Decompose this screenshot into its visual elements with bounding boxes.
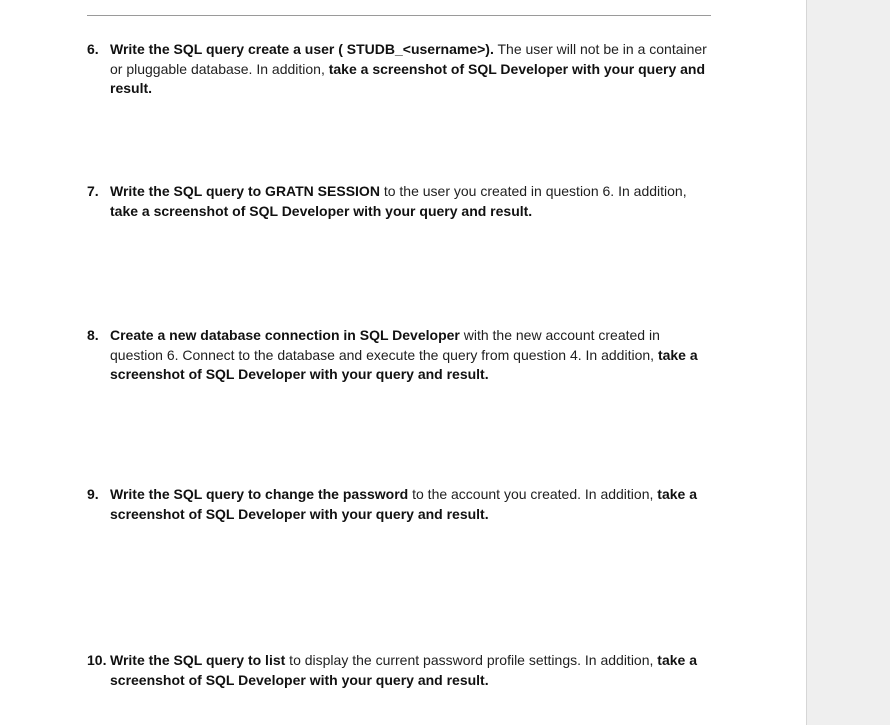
question-plain-text: The user will not be in a container or pluggable database. In addition, [110,41,707,77]
question-bold-text: Write the SQL query to change the password [110,486,409,502]
question-8 [87,326,727,385]
question-text [110,485,715,524]
question-bold-text: take a screenshot of SQL Developer with your query and result. [110,202,533,219]
question-plain-text: to display the current password profile settings. In addition, [285,652,658,668]
question-plain-text: to the user you created in question 6. In addition, [379,183,687,199]
question-text [110,40,715,99]
page-gutter [806,0,890,725]
question-bold-text: take a screenshot of SQL Developer with your query and result. [110,486,697,522]
question-bold-text: Write the SQL query to list [110,652,286,668]
question-bold-text: Create a new database connection in SQL Developer [110,327,460,343]
question-text [110,326,715,385]
horizontal-rule [87,15,711,16]
question-plain-text: to the account you created. In addition, [408,486,658,502]
question-bold-text: take a screenshot of SQL Developer with your query and result. [110,60,706,97]
question-number: 10. [87,652,107,668]
question-10 [87,651,727,690]
question-number: 6. [87,41,99,57]
question-9 [87,485,727,524]
question-bold-text: Write the SQL query create a user ( STUDB_<username>). [110,41,494,57]
question-bold-text: take a screenshot of SQL Developer with your query and result. [110,652,697,688]
question-plain-text: with the new account created in question 6. Connect to the database and execute the query from question 4. In addition, [110,327,660,363]
question-bold-text: Write the SQL query to GRATN SESSION [110,183,380,199]
question-7 [87,182,727,221]
question-number: 9. [87,486,99,502]
question-bold-text: take a screenshot of SQL Developer with your query and result. [110,346,698,383]
question-text [110,651,715,690]
question-number: 8. [87,327,99,343]
question-number: 7. [87,183,99,199]
question-6 [87,40,727,99]
question-text [110,182,715,221]
